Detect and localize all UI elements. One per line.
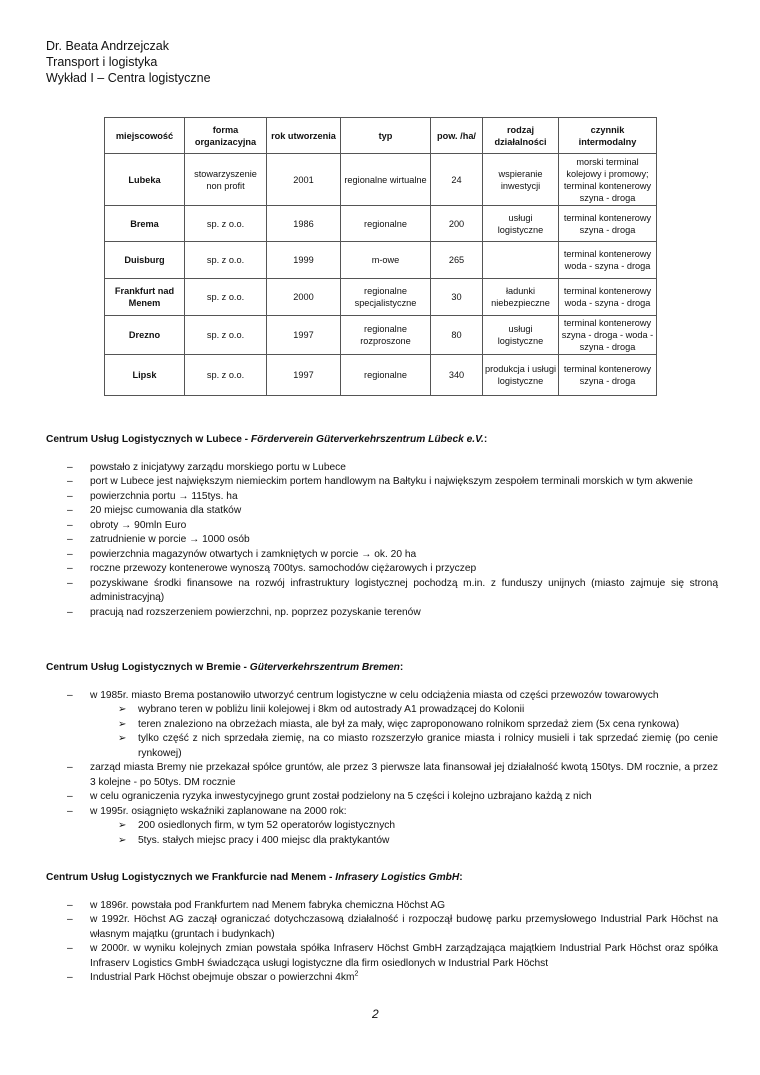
list-item-text: w 1992r. Höchst AG zaczął ograniczać dotychczasową działalność i rozpoczął budowę parku przemysłowego Industrial Park Höchst na własnym majątku (gruntach i budynkach): [90, 914, 718, 940]
list-item-text: obroty → 90mln Euro: [90, 519, 187, 531]
table-cell: terminal kontenerowy woda - szyna - droga: [559, 242, 657, 279]
sub-list-item: [46, 834, 718, 849]
list-item: [46, 504, 718, 519]
table-cell: 24: [431, 154, 483, 206]
sub-list-item-text: 5tys. stałych miejsc pracy i 400 miejsc dla praktykantów: [138, 834, 390, 846]
dash-bullet: –: [67, 791, 73, 802]
table-cell: stowarzyszenie non profit: [185, 154, 267, 206]
dash-bullet: –: [67, 805, 73, 817]
header-cell: forma organizacyjna: [185, 118, 267, 154]
section-title-text: Centrum Usług Logistycznych w Bremie -: [46, 662, 250, 673]
list-item-text: zarząd miasta Bremy nie przekazał spółce gruntów, ale przez 3 pierwsze lata finansował jej działalność kwotą 150tys. DM rocznie, a przez 3 kolejne - po 50tys. DM rocznie: [90, 762, 718, 788]
table-row: [105, 279, 657, 316]
header-cell: pow. /ha/: [431, 118, 483, 154]
lecture-line: Wykład I – Centra logistyczne: [46, 71, 211, 85]
sub-list-item-text: teren znaleziono na obrzeżach miasta, ale był za mały, więc zaproponowano rolnikom sprzedaż ziem (5x cena rynkowa): [138, 718, 680, 730]
list-item-text: powstało z inicjatywy zarządu morskiego portu w Lubece: [90, 461, 346, 473]
section-title: [46, 433, 718, 448]
list-item: [46, 913, 718, 942]
list-item-text: powierzchnia magazynów otwartych i zamkniętych w porcie → ok. 20 ha: [90, 548, 417, 560]
table-cell: 2001: [267, 154, 341, 206]
list-item-text: Industrial Park Höchst obejmuje obszar o powierzchni 4km: [90, 972, 355, 983]
dash-bullet: –: [67, 490, 73, 502]
table-cell: terminal kontenerowy woda - szyna - droga: [559, 279, 657, 316]
table-cell: sp. z o.o.: [185, 279, 267, 316]
section-title-end: :: [399, 662, 404, 673]
table-cell: 80: [431, 316, 483, 355]
list-item-text: powierzchnia portu → 115tys. ha: [90, 490, 238, 502]
table-cell: 2000: [267, 279, 341, 316]
list-item: [46, 461, 718, 476]
list-item: [46, 971, 718, 986]
sub-list-item-text: 200 osiedlonych firm, w tym 52 operatorów logistycznych: [138, 820, 396, 831]
table-cell: regionalne: [341, 206, 431, 242]
table-cell: terminal kontenerowy szyna - droga - woda - szyna - droga: [559, 316, 657, 355]
header-cell: miejscowość: [105, 118, 185, 154]
dash-bullet: –: [67, 972, 73, 983]
table-cell: sp. z o.o.: [185, 316, 267, 355]
table-cell: regionalne wirtualne: [341, 154, 431, 206]
table-cell: 200: [431, 206, 483, 242]
table-cell: Duisburg: [105, 242, 185, 279]
dash-bullet: –: [67, 689, 73, 701]
list-item: [46, 899, 718, 914]
table-cell: Brema: [105, 206, 185, 242]
superscript: 2: [354, 970, 359, 978]
lubeka-list: [46, 461, 718, 621]
table-cell: m-owe: [341, 242, 431, 279]
list-item: [46, 577, 718, 606]
table-cell: terminal kontenerowy szyna - droga: [559, 355, 657, 396]
list-item: [46, 689, 718, 762]
table-cell: usługi logistyczne: [483, 206, 559, 242]
table-cell: [483, 242, 559, 279]
dash-bullet: –: [67, 476, 73, 487]
section-frankfurt: [46, 871, 718, 986]
section-title-end: :: [483, 434, 488, 445]
section-brema: [46, 661, 718, 848]
sub-list: [46, 703, 718, 761]
section-title-italic: Infrasery Logistics GmbH: [335, 872, 460, 883]
section-title-italic: Güterverkehrszentrum Bremen: [249, 662, 400, 673]
sub-list-item: [46, 718, 718, 733]
table-row: [105, 355, 657, 396]
table-cell: 1999: [267, 242, 341, 279]
list-item: [46, 533, 718, 548]
arrow-bullet-icon: ➢: [118, 704, 127, 715]
header-cell: rodzaj działalności: [483, 118, 559, 154]
section-title: [46, 661, 718, 676]
list-item-text: pozyskiwane środki finansowe na rozwój infrastruktury logistycznej pochodzą m.in. z funduszy unijnych (miasto zajmuje się stroną administracyjną): [90, 577, 718, 603]
list-item: [46, 805, 718, 849]
table-cell: regionalne specjalistyczne: [341, 279, 431, 316]
table-cell: Drezno: [105, 316, 185, 355]
list-item-text: roczne przewozy kontenerowe wynoszą 700tys. samochodów ciężarowych i przyczep: [90, 563, 477, 574]
arrow-bullet-icon: ➢: [118, 834, 127, 846]
table-cell: regionalne: [341, 355, 431, 396]
table-cell: terminal kontenerowy szyna - droga: [559, 206, 657, 242]
list-item: [46, 942, 718, 971]
table-header-row: [105, 118, 657, 154]
list-item: [46, 790, 718, 805]
dash-bullet: –: [67, 534, 73, 545]
arrow-bullet-icon: ➢: [118, 820, 127, 831]
table-cell: Lubeka: [105, 154, 185, 206]
table-cell: sp. z o.o.: [185, 355, 267, 396]
table-cell: 340: [431, 355, 483, 396]
table-cell: 1986: [267, 206, 341, 242]
table-cell: 1997: [267, 316, 341, 355]
arrow-bullet-icon: ➢: [118, 718, 127, 730]
arrow-bullet-icon: ➢: [118, 733, 127, 744]
document-header: [46, 38, 211, 86]
table-cell: ładunki niebezpieczne: [483, 279, 559, 316]
dash-bullet: –: [67, 762, 73, 773]
dash-bullet: –: [67, 577, 73, 589]
table-cell: wspieranie inwestycji: [483, 154, 559, 206]
sub-list: [46, 819, 718, 848]
sub-list-item: [46, 703, 718, 718]
header-cell: typ: [341, 118, 431, 154]
section-title-text: Centrum Usług Logistycznych we Frankfurcie nad Menem -: [46, 872, 336, 883]
table-cell: produkcja i usługi logistyczne: [483, 355, 559, 396]
sub-list-item-text: tylko część z nich sprzedała ziemię, na co miasto rozszerzyło granice miasta i rolnicy musieli i tak sprzedać ziemię (po cenie rynkowej): [138, 733, 718, 759]
sub-list-item: [46, 732, 718, 761]
list-item-text: w 1896r. powstała pod Frankfurtem nad Menem fabryka chemiczna Höchst AG: [90, 899, 446, 911]
list-item: [46, 519, 718, 534]
list-item-text: w 2000r. w wyniku kolejnych zmian powstała spółka Infraserv Höchst GmbH zarządzająca majątkiem Industrial Park Höchst oraz spółka Infraserv Logistics GmbH świadcząca usługi logistyczne dla firm osiedlonych w Industrial Park Höchst: [90, 943, 718, 969]
page-number: 2: [372, 1007, 379, 1021]
list-item-text: 20 miejsc cumowania dla statków: [90, 505, 242, 516]
header-cell: rok utworzenia: [267, 118, 341, 154]
brema-list: [46, 689, 718, 849]
list-item: [46, 562, 718, 577]
sub-list-item: [46, 819, 718, 834]
table-row: [105, 206, 657, 242]
table-cell: regionalne rozproszone: [341, 316, 431, 355]
dash-bullet: –: [67, 519, 73, 531]
table-row: [105, 316, 657, 355]
dash-bullet: –: [67, 899, 73, 911]
dash-bullet: –: [67, 548, 73, 560]
dash-bullet: –: [67, 505, 73, 516]
header-cell: czynnik intermodalny: [559, 118, 657, 154]
list-item-text: zatrudnienie w porcie → 1000 osób: [90, 534, 250, 545]
course-line: Transport i logistyka: [46, 55, 158, 69]
dash-bullet: –: [67, 461, 73, 473]
table-row: [105, 154, 657, 206]
list-item-text: w celu ograniczenia ryzyka inwestycyjnego grunt został podzielony na 5 części i kolejno uzbrajano każdą z nich: [90, 791, 592, 802]
section-title-italic: Förderverein Güterverkehrszentrum Lübeck e.V.: [250, 434, 484, 445]
table-cell: 1997: [267, 355, 341, 396]
table-cell: Lipsk: [105, 355, 185, 396]
list-item-text: w 1995r. osiągnięto wskaźniki zaplanowane na 2000 rok:: [90, 805, 347, 817]
table-cell: Frankfurt nad Menem: [105, 279, 185, 316]
list-item: [46, 548, 718, 563]
list-item-text: port w Lubece jest największym niemieckim portem handlowym na Bałtyku i największym zespołem terminali morskich w tym akwenie: [90, 476, 693, 487]
table-row: [105, 242, 657, 279]
dash-bullet: –: [67, 563, 73, 574]
table-cell: 30: [431, 279, 483, 316]
section-lubeka: [46, 433, 718, 620]
table-cell: usługi logistyczne: [483, 316, 559, 355]
list-item: [46, 606, 718, 621]
dash-bullet: –: [67, 606, 73, 618]
logistics-centers-table: [104, 117, 657, 396]
table-cell: sp. z o.o.: [185, 206, 267, 242]
section-title-end: :: [459, 872, 463, 883]
frankfurt-list: [46, 899, 718, 986]
table-cell: sp. z o.o.: [185, 242, 267, 279]
section-title: [46, 871, 718, 886]
dash-bullet: –: [67, 914, 73, 925]
list-item-text: pracują nad rozszerzeniem powierzchni, np. poprzez pozyskanie terenów: [90, 606, 421, 618]
dash-bullet: –: [67, 943, 73, 954]
sub-list-item-text: wybrano teren w pobliżu linii kolejowej i 8km od autostrady A1 prowadzącej do Kolonii: [138, 704, 525, 715]
list-item: [46, 761, 718, 790]
list-item: [46, 490, 718, 505]
table-cell: morski terminal kolejowy i promowy; terminal kontenerowy szyna - droga: [559, 154, 657, 206]
table-cell: 265: [431, 242, 483, 279]
list-item: [46, 475, 718, 490]
author-line: Dr. Beata Andrzejczak: [46, 39, 169, 53]
list-item-text: w 1985r. miasto Brema postanowiło utworzyć centrum logistyczne w celu odciążenia miasta od części przewozów towarowych: [90, 689, 659, 701]
section-title-text: Centrum Usług Logistycznych w Lubece -: [46, 434, 251, 445]
